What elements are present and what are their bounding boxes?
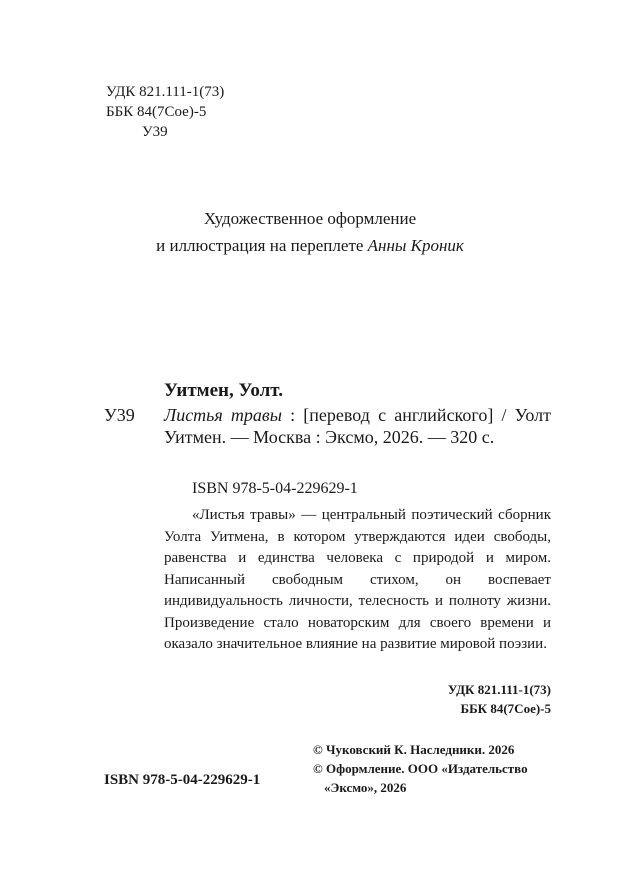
bbk-code: ББК 84(7Сое)-5 bbox=[106, 104, 207, 120]
record-author: Уитмен, Уолт. bbox=[164, 380, 283, 401]
illustrator-name: Анны Кроник bbox=[367, 236, 464, 255]
copyright-line-3: «Эксмо», 2026 bbox=[324, 780, 407, 795]
bottom-udk: УДК 821.111-1(73) bbox=[447, 682, 551, 697]
bibliographic-description bbox=[164, 404, 551, 448]
copyright-line-1: © Чуковский К. Наследники. 2026 bbox=[313, 742, 515, 757]
publication-details: : [перевод с английского] / Уолт Уитмен. — Москва : Эксмо, 2026. — 320 с. bbox=[164, 405, 551, 447]
copyright-block bbox=[313, 740, 528, 797]
record-author-mark: У39 bbox=[104, 405, 135, 425]
annotation: «Листья травы» — центральный поэтический сборник Уолта Уитмена, в котором утверждаются идеи свободы, равенства и единства человека с природой и миром. Написанный свободным стихом, он воспевает индивидуальность личности, телесность и полноту жизни. Произведение стало новаторским для своего времени и оказало значительное влияние на развитие мировой поэзии. bbox=[164, 507, 551, 652]
classification-block bbox=[106, 82, 224, 142]
bottom-classification bbox=[420, 680, 551, 718]
bottom-bbk: ББК 84(7Сое)-5 bbox=[460, 701, 551, 716]
book-title: Листья травы bbox=[164, 405, 282, 425]
author-mark: У39 bbox=[142, 124, 168, 140]
credit-line-2 bbox=[0, 232, 620, 259]
credit-line-1: Художественное оформление bbox=[203, 209, 417, 228]
copyright-line-2: © Оформление. ООО «Издательство bbox=[313, 761, 528, 776]
record-isbn: ISBN 978-5-04-229629-1 bbox=[192, 480, 358, 497]
design-credits bbox=[0, 205, 620, 259]
udk-code: УДК 821.111-1(73) bbox=[106, 84, 225, 100]
credit-line-2-prefix: и иллюстрация на переплете bbox=[156, 236, 368, 255]
bottom-isbn: ISBN 978-5-04-229629-1 bbox=[104, 772, 261, 788]
